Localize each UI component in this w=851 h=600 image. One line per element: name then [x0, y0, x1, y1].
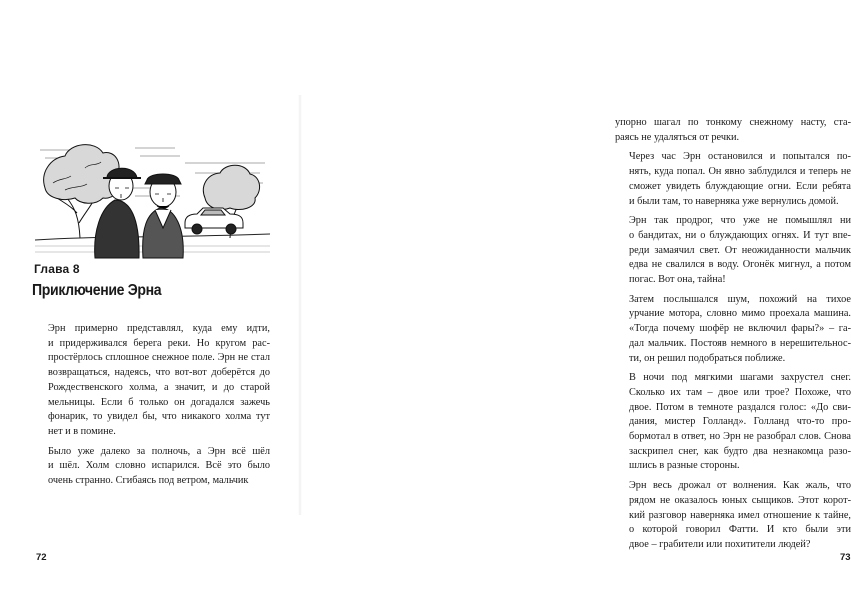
right-page-body [615, 116, 851, 553]
text-line: реди замаячил свет. От неожиданности мальчик [629, 244, 851, 256]
chapter-illustration [35, 128, 270, 258]
text-line: о бандитах, ни о блуждающих огнях. И тут впе- [629, 229, 851, 241]
paragraph [615, 479, 851, 553]
text-line: нять, куда попал. Он явно заблудился и теперь не [629, 166, 851, 178]
paragraph [615, 371, 851, 474]
text-line: мельницы. Если б только он догадался зажечь [48, 396, 270, 408]
text-line: и были там, то наверняка уже вернулись домой. [629, 195, 839, 207]
text-line: простёрлось сплошное снежное поле. Эрн не стал [48, 352, 270, 364]
chapter-title: Приключение Эрна [32, 282, 162, 299]
text-line: раясь не удаляться от речки. [615, 131, 740, 143]
text-line: ти, он решил подобраться поближе. [629, 352, 786, 364]
text-line: дал мальчик. Постояв немного в нерешительнос- [629, 337, 851, 349]
chapter-label: Глава 8 [34, 262, 80, 276]
text-line: о которой говорил Фатти. И кто были эти [629, 524, 851, 536]
text-line: шлись в разные стороны. [629, 460, 740, 472]
right-page [300, 0, 851, 600]
text-line: и придерживался берега реки. Но кругом рас- [48, 337, 270, 349]
paragraph [34, 322, 270, 440]
text-line: кий разговор наверняка имел отношение к тайне, [629, 509, 851, 521]
page-number-left: 72 [36, 552, 47, 563]
text-line: фонарик, то увидел бы, что никакого холма тут [48, 411, 270, 423]
text-line: Эрн весь дрожал от волнения. Как жаль, что [629, 480, 851, 492]
text-line: Сколько их там – двое или трое? Похоже, что [629, 386, 851, 398]
text-line: нет и в помине. [48, 425, 116, 437]
text-line: дания, мистер Голланд». Голланд что-то про- [629, 416, 851, 428]
paragraph [615, 150, 851, 209]
text-line: заскрипел снег, как будто два незнакомца разо- [629, 445, 851, 457]
text-line: В ночи под мягкими шагами захрустел снег. [629, 372, 851, 384]
text-line: очень странно. Сгибаясь под ветром, мальчик [48, 475, 249, 487]
paragraph [615, 116, 851, 145]
left-page [0, 0, 300, 600]
text-line: Было уже далеко за полночь, а Эрн всё шёл [48, 445, 270, 457]
paragraph [615, 214, 851, 288]
text-line: урчание мотора, словно мимо проехала машина. [629, 308, 851, 320]
text-line: Эрн примерно представлял, куда ему идти, [48, 323, 270, 334]
text-line: Через час Эрн остановился и попытался по- [629, 151, 851, 163]
text-line: и шёл. Холм словно испарился. Всё это было [48, 460, 270, 472]
text-line: бормотал в ответ, но Эрн не разобрал слов. Снова [629, 431, 851, 443]
text-line: «Тогда почему шофёр не включил фары?» – га- [629, 323, 851, 335]
paragraph [34, 445, 270, 489]
text-line: Затем послышался шум, похожий на тихое [629, 293, 851, 305]
text-line: Эрн так продрог, что уже не помышлял ни [629, 215, 851, 227]
text-line: упорно шагал по тонкому снежному насту, ста- [615, 117, 851, 128]
text-line: едва не свалился в воду. Огонёк мигнул, а потом [629, 259, 851, 271]
text-line: Рождественского холма, а значит, и до старой [48, 381, 270, 393]
text-line: сможет увидеть блуждающие огни. Если ребята [629, 180, 851, 192]
left-page-body [34, 322, 270, 489]
text-line: возвращаться, надеясь, что вот-вот доберётся до [48, 367, 270, 379]
paragraph [615, 293, 851, 367]
text-line: рядом не оказалось юных сыщиков. Этот корот- [629, 494, 851, 506]
page-number-right: 73 [840, 552, 851, 563]
text-line: погас. Вот она, тайна! [629, 274, 726, 286]
text-line: двое. Потом в темноте раздался голос: «До сви- [629, 401, 851, 413]
text-line: двое – грабители или похитители людей? [629, 538, 811, 550]
